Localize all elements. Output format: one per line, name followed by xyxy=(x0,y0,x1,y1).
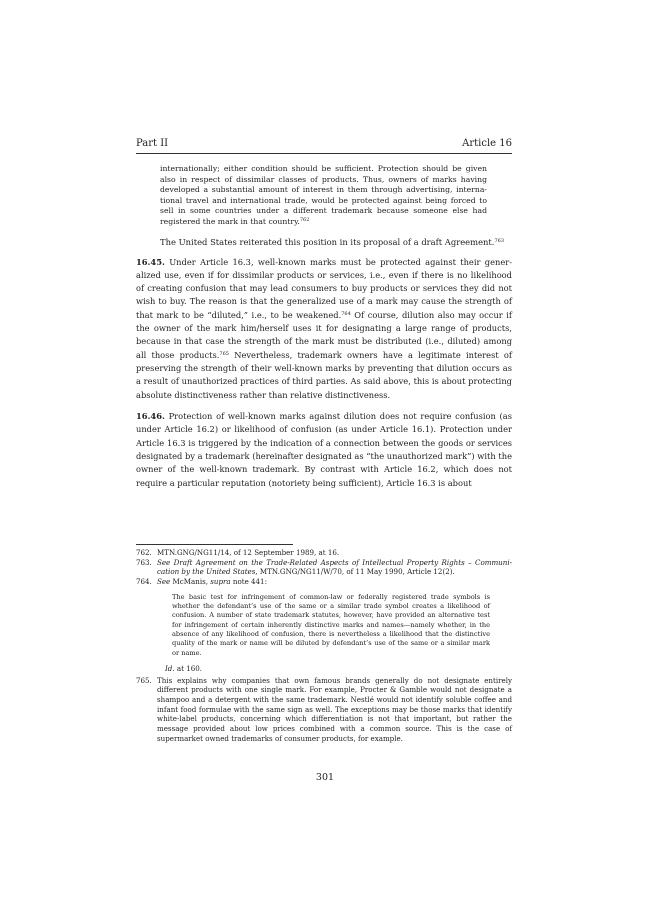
citation-rest: , MTN.GNG/NG11/W/70, of 11 May 1990, Article 12(2). xyxy=(255,567,455,577)
footnote-765 xyxy=(136,676,512,744)
cited-title: Draft Agreement on the Trade-Related Aspects of Intellectual Property Rights – Communi-cation by the United States xyxy=(157,557,512,577)
paragraph-text: Of course, dilution also may occur if the owner of the mark him/herself uses it for designating a large range of products, because in that case the strength of the mark must be distributed (i.e., diluted) among all those products. xyxy=(136,309,512,360)
footnote-number: 762. xyxy=(136,548,152,557)
paragraph-text: Nevertheless, trademark owners have a legitimate interest of preserving the strength of their well-known marks by preventing that dilution occurs as a result of unauthorized practices of third parties. As said above, this is about protecting absolute distinctiveness rather than relative distinctiveness. xyxy=(136,349,512,400)
footnote-762 xyxy=(136,548,512,558)
footnote-764-quote: The basic test for infringement of common-law or federally registered trade symbols is whether the defendant’s use of the same or a similar trade symbol creates a likelihood of confusion. A number of state trademark statutes, however, have provided an alternative test for infringement of certain inherently distinctive marks and names—namely whether, in the absence of any likelihood of confusion, there is nevertheless a likelihood that the distinctive quality of the mark or name will be diluted by defendant’s use of the same or a similar mark or name. xyxy=(172,592,490,657)
see-signal: See xyxy=(157,577,171,587)
page-number: 301 xyxy=(315,772,335,783)
header-part: Part II xyxy=(136,138,169,149)
citation-rest: at 160. xyxy=(174,663,202,673)
footnote-764 xyxy=(136,577,512,587)
us-position-sentence xyxy=(160,236,512,248)
see-signal: See xyxy=(157,557,171,567)
quote-line: tional travel and international trade, would be protected against being forced to xyxy=(160,195,487,205)
sentence-text: The United States reiterated this position in its proposal of a draft Agreement. xyxy=(160,236,495,247)
footnote-text: MTN.GNG/NG11/14, of 12 September 1989, at 16. xyxy=(157,548,340,557)
footnote-763 xyxy=(136,558,512,577)
header-article: Article 16 xyxy=(462,138,512,149)
quote-line: also in respect of dissimilar classes of products. Thus, owners of marks having xyxy=(160,174,487,184)
footnote-number: 764. xyxy=(136,577,152,587)
running-header xyxy=(136,138,512,154)
supra-signal: supra xyxy=(210,577,231,587)
footnote-number: 763. xyxy=(136,557,152,567)
footnote-text xyxy=(157,558,512,577)
page-body xyxy=(136,138,512,498)
quote-line: sell in some countries under a different trademark because someone else had xyxy=(160,206,487,216)
block-quote xyxy=(160,164,487,228)
paragraph-text: Protection of well-known marks against dilution does not require confusion (as under Article 16.2) or likelihood of confusion (as under Article 16.1). Protection under Article 16.3 is triggered by the indication of a connection between the goods or services designated by a trademark (hereinafter designated as “the unauthorized mark”) with the owner of the well-known trademark. By contrast with Article 16.2, which does not require a particular reputation (notoriety being sufficient), Article 16.3 is about xyxy=(136,411,512,488)
footnote-text: This explains why companies that own famous brands generally do not designate entirely different products with one single mark. For example, Procter & Gamble would not designate a shampoo and a detergent with the same trademark. Nestlé would not identify soluble coffee and infant food formulae with the same sign as well. The exceptions may be those marks that identify white-label products, concerning which differentiation is not that important, but rather the message provided about low prices combined with a common source. This is the case of supermarket owned trademarks of consumer products, for example. xyxy=(157,675,512,743)
paragraph-16-45 xyxy=(136,256,512,402)
cited-author: McManis, xyxy=(170,577,211,587)
footnote-text xyxy=(157,577,512,587)
quote-line: internationally; either condition should be sufficient. Protection should be given xyxy=(160,164,487,173)
footnote-ref[interactable]: 765 xyxy=(219,350,229,357)
footnote-divider xyxy=(136,544,293,545)
paragraph-number: 16.45. xyxy=(136,256,165,267)
footnote-number: 765. xyxy=(136,675,152,685)
id-signal: Id. xyxy=(165,663,175,673)
footnote-ref[interactable]: 762 xyxy=(299,216,310,223)
paragraph-16-46 xyxy=(136,410,512,490)
paragraph-text: Under Article 16.3, well-known marks must be protected against their gener-alized use, even if for dissimilar products or services, i.e., even if there is no likelihood of creating confusion that may lead consumers to buy products or services they did not wish to buy. The reason is that the generalized use of a mark may cause the strength of that mark to be “diluted,” i.e., to be weakened. xyxy=(136,256,513,320)
quote-line: developed a substantial amount of interest in them through advertising, interna- xyxy=(160,185,487,195)
citation-rest: note 441: xyxy=(230,577,267,587)
footnote-764-id xyxy=(165,664,512,674)
quote-line: registered the mark in that country. xyxy=(160,216,300,226)
footnote-ref[interactable]: 763 xyxy=(494,237,504,244)
footnote-ref[interactable]: 764 xyxy=(341,310,351,317)
footnotes xyxy=(136,548,512,744)
paragraph-number: 16.46. xyxy=(136,411,165,422)
